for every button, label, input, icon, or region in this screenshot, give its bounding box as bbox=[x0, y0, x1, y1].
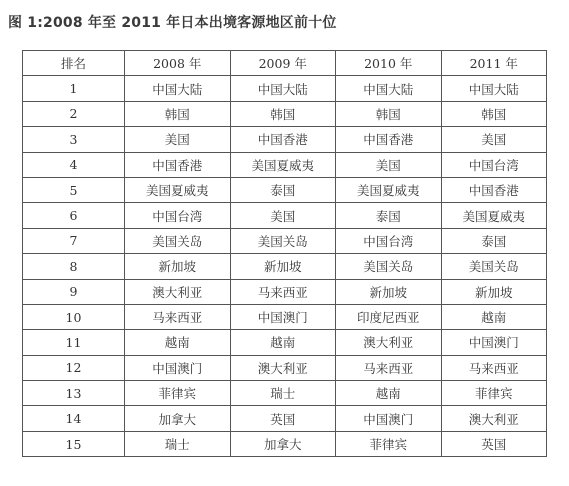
table-row bbox=[23, 381, 547, 406]
year-2008-cell: 瑞士 bbox=[125, 431, 231, 456]
year-2011-cell: 中国香港 bbox=[441, 177, 547, 202]
year-2008-cell: 美国 bbox=[125, 127, 231, 152]
year-2009-cell: 美国关岛 bbox=[230, 228, 336, 253]
rank-cell: 3 bbox=[23, 127, 125, 152]
table-row bbox=[23, 355, 547, 380]
table-row bbox=[23, 76, 547, 101]
year-2008-cell: 中国澳门 bbox=[125, 355, 231, 380]
year-2010-cell: 中国澳门 bbox=[336, 406, 442, 431]
year-2008-cell: 美国夏威夷 bbox=[125, 177, 231, 202]
table-header-row bbox=[23, 51, 547, 76]
year-2008-cell: 澳大利亚 bbox=[125, 279, 231, 304]
rank-cell: 4 bbox=[23, 152, 125, 177]
year-2009-cell: 新加坡 bbox=[230, 254, 336, 279]
rank-cell: 7 bbox=[23, 228, 125, 253]
year-2009-cell: 英国 bbox=[230, 406, 336, 431]
table-row bbox=[23, 203, 547, 228]
year-2010-cell: 美国关岛 bbox=[336, 254, 442, 279]
rank-cell: 11 bbox=[23, 330, 125, 355]
year-2008-cell: 菲律宾 bbox=[125, 381, 231, 406]
year-2011-cell: 中国大陆 bbox=[441, 76, 547, 101]
table-row bbox=[23, 152, 547, 177]
year-2011-cell: 菲律宾 bbox=[441, 381, 547, 406]
year-2009-cell: 美国 bbox=[230, 203, 336, 228]
year-2009-cell: 中国大陆 bbox=[230, 76, 336, 101]
year-2011-cell: 越南 bbox=[441, 304, 547, 329]
year-2010-cell: 澳大利亚 bbox=[336, 330, 442, 355]
year-2009-cell: 中国香港 bbox=[230, 127, 336, 152]
header-2008: 2008 年 bbox=[125, 51, 231, 76]
year-2008-cell: 新加坡 bbox=[125, 254, 231, 279]
year-2009-cell: 韩国 bbox=[230, 101, 336, 126]
year-2011-cell: 美国关岛 bbox=[441, 254, 547, 279]
table-row bbox=[23, 177, 547, 202]
table-row bbox=[23, 279, 547, 304]
year-2008-cell: 马来西亚 bbox=[125, 304, 231, 329]
year-2010-cell: 泰国 bbox=[336, 203, 442, 228]
year-2010-cell: 菲律宾 bbox=[336, 431, 442, 456]
figure-title: 图 1:2008 年至 2011 年日本出境客源地区前十位 bbox=[8, 15, 337, 31]
year-2011-cell: 美国夏威夷 bbox=[441, 203, 547, 228]
year-2009-cell: 马来西亚 bbox=[230, 279, 336, 304]
year-2009-cell: 瑞士 bbox=[230, 381, 336, 406]
year-2010-cell: 新加坡 bbox=[336, 279, 442, 304]
year-2008-cell: 美国关岛 bbox=[125, 228, 231, 253]
year-2008-cell: 加拿大 bbox=[125, 406, 231, 431]
rank-cell: 10 bbox=[23, 304, 125, 329]
year-2011-cell: 英国 bbox=[441, 431, 547, 456]
rank-cell: 14 bbox=[23, 406, 125, 431]
header-2010: 2010 年 bbox=[336, 51, 442, 76]
table-row bbox=[23, 254, 547, 279]
rank-cell: 9 bbox=[23, 279, 125, 304]
table-row bbox=[23, 304, 547, 329]
rank-cell: 1 bbox=[23, 76, 125, 101]
year-2010-cell: 韩国 bbox=[336, 101, 442, 126]
year-2009-cell: 美国夏威夷 bbox=[230, 152, 336, 177]
year-2010-cell: 中国大陆 bbox=[336, 76, 442, 101]
year-2010-cell: 中国台湾 bbox=[336, 228, 442, 253]
table-row bbox=[23, 228, 547, 253]
year-2008-cell: 越南 bbox=[125, 330, 231, 355]
year-2010-cell: 马来西亚 bbox=[336, 355, 442, 380]
rank-cell: 5 bbox=[23, 177, 125, 202]
year-2010-cell: 美国 bbox=[336, 152, 442, 177]
year-2011-cell: 新加坡 bbox=[441, 279, 547, 304]
year-2011-cell: 中国台湾 bbox=[441, 152, 547, 177]
rank-cell: 12 bbox=[23, 355, 125, 380]
rank-cell: 13 bbox=[23, 381, 125, 406]
year-2009-cell: 澳大利亚 bbox=[230, 355, 336, 380]
year-2008-cell: 韩国 bbox=[125, 101, 231, 126]
year-2010-cell: 越南 bbox=[336, 381, 442, 406]
year-2008-cell: 中国台湾 bbox=[125, 203, 231, 228]
header-2011: 2011 年 bbox=[441, 51, 547, 76]
year-2010-cell: 中国香港 bbox=[336, 127, 442, 152]
rank-cell: 6 bbox=[23, 203, 125, 228]
year-2011-cell: 美国 bbox=[441, 127, 547, 152]
year-2008-cell: 中国大陆 bbox=[125, 76, 231, 101]
table-row bbox=[23, 431, 547, 456]
table-row bbox=[23, 406, 547, 431]
table-row bbox=[23, 127, 547, 152]
year-2009-cell: 泰国 bbox=[230, 177, 336, 202]
header-rank: 排名 bbox=[23, 51, 125, 76]
ranking-table bbox=[22, 50, 547, 457]
year-2011-cell: 中国澳门 bbox=[441, 330, 547, 355]
year-2011-cell: 马来西亚 bbox=[441, 355, 547, 380]
rank-cell: 2 bbox=[23, 101, 125, 126]
rank-cell: 8 bbox=[23, 254, 125, 279]
year-2009-cell: 中国澳门 bbox=[230, 304, 336, 329]
year-2009-cell: 越南 bbox=[230, 330, 336, 355]
year-2011-cell: 澳大利亚 bbox=[441, 406, 547, 431]
rank-cell: 15 bbox=[23, 431, 125, 456]
year-2009-cell: 加拿大 bbox=[230, 431, 336, 456]
year-2008-cell: 中国香港 bbox=[125, 152, 231, 177]
table-row bbox=[23, 330, 547, 355]
year-2011-cell: 韩国 bbox=[441, 101, 547, 126]
year-2010-cell: 印度尼西亚 bbox=[336, 304, 442, 329]
table-body bbox=[23, 76, 547, 457]
header-2009: 2009 年 bbox=[230, 51, 336, 76]
year-2011-cell: 泰国 bbox=[441, 228, 547, 253]
year-2010-cell: 美国夏威夷 bbox=[336, 177, 442, 202]
table-row bbox=[23, 101, 547, 126]
